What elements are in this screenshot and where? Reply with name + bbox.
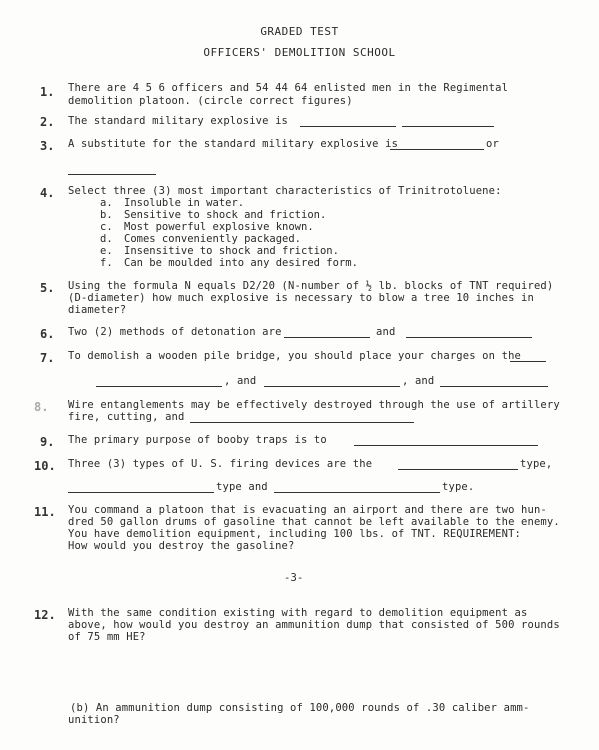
option-a-letter: a. [100,197,113,209]
question-3-or: or [486,138,499,150]
question-2-number: 2. [40,115,55,129]
question-12b-line1: (b) An ammunition dump consisting of 100,000 rounds of .30 caliber amm- [70,702,530,714]
question-5-line3: diameter? [68,304,127,316]
test-subtitle: OFFICERS' DEMOLITION SCHOOL [203,46,396,59]
question-10-text: Three (3) types of U. S. firing devices are the [68,458,373,470]
question-9-answer-line[interactable] [354,435,538,446]
option-f-text: Can be moulded into any desired form. [124,257,358,269]
question-10-answer-line-c[interactable] [274,482,440,493]
question-7-answer-line-b[interactable] [96,376,222,387]
question-11-number: 11. [34,505,56,519]
question-2-answer-line-b[interactable] [402,116,494,127]
question-6-text: Two (2) methods of detonation are [68,326,282,338]
question-6-and: and [376,326,396,338]
question-10-answer-line-b[interactable] [68,482,214,493]
question-9-text: The primary purpose of booby traps is to [68,434,327,446]
question-6-number: 6. [40,327,55,341]
question-7-and-1: , and [224,375,257,387]
question-3-number: 3. [40,139,55,153]
question-5-line1: Using the formula N equals D2/20 (N-number of ½ lb. blocks of TNT required) [68,280,554,292]
question-1-line1: There are 4 5 6 officers and 54 44 64 enlisted men in the Regimental [68,82,509,94]
question-1-line2: demolition platoon. (circle correct figures) [68,95,353,107]
question-8-answer-line[interactable] [190,412,414,423]
question-12-line2: above, how would you destroy an ammunition dump that consisted of 500 rounds [68,619,560,631]
option-d-letter: d. [100,233,113,245]
question-10-answer-line-a[interactable] [398,459,518,470]
option-f-letter: f. [100,257,113,269]
question-10-type-3: type. [442,481,475,493]
question-3-text: A substitute for the standard military explosive is [68,138,399,150]
option-c-letter: c. [100,221,113,233]
option-d-text: Comes conveniently packaged. [124,233,302,245]
question-7-text: To demolish a wooden pile bridge, you should place your charges on the [68,350,522,362]
option-a-text: Insoluble in water. [124,197,245,209]
question-7-answer-line-d[interactable] [440,376,548,387]
option-b-text: Sensitive to shock and friction. [124,209,327,221]
question-3-answer-line-b[interactable] [68,164,156,175]
question-11-line4: How would you destroy the gasoline? [68,540,295,552]
question-4-text: Select three (3) most important characteristics of Trinitrotoluene: [68,185,502,197]
test-title: GRADED TEST [260,25,339,38]
question-5-number: 5. [40,281,55,295]
question-12-line1: With the same condition existing with regard to demolition equipment as [68,607,528,619]
question-7-number: 7. [40,351,55,365]
question-8-line1: Wire entanglements may be effectively destroyed through the use of artillery [68,399,560,411]
question-11-line2: dred 50 gallon drums of gasoline that cannot be left available to the enemy. [68,516,560,528]
question-2-text: The standard military explosive is [68,115,289,127]
question-7-and-2: , and [402,375,435,387]
option-e-text: Insensitive to shock and friction. [124,245,339,257]
question-3-answer-line-a[interactable] [390,139,484,150]
question-10-type-1: type, [520,458,553,470]
option-e-letter: e. [100,245,113,257]
question-7-answer-line-c[interactable] [264,376,400,387]
question-8-line2: fire, cutting, and [68,411,185,423]
question-8-number: 8. [34,400,49,414]
question-12-line3: of 75 mm HE? [68,631,146,643]
question-12-number: 12. [34,608,56,622]
question-1-number: 1. [40,85,55,99]
question-9-number: 9. [40,435,55,449]
question-10-type-2: type and [216,481,268,493]
page-number: -3- [284,572,304,584]
question-12b-line2: unition? [68,714,120,726]
question-4-number: 4. [40,186,55,200]
question-2-answer-line-a[interactable] [300,116,396,127]
question-5-line2: (D-diameter) how much explosive is necessary to blow a tree 10 inches in [68,292,534,304]
option-c-text: Most powerful explosive known. [124,221,314,233]
question-7-answer-line-a[interactable] [510,351,546,362]
question-10-number: 10. [34,459,56,473]
question-6-answer-line-a[interactable] [284,327,370,338]
question-11-line1: You command a platoon that is evacuating an airport and there are two hun- [68,504,547,516]
option-b-letter: b. [100,209,113,221]
question-6-answer-line-b[interactable] [406,327,532,338]
question-11-line3: You have demolition equipment, including 100 lbs. of TNT. REQUIREMENT: [68,528,522,540]
